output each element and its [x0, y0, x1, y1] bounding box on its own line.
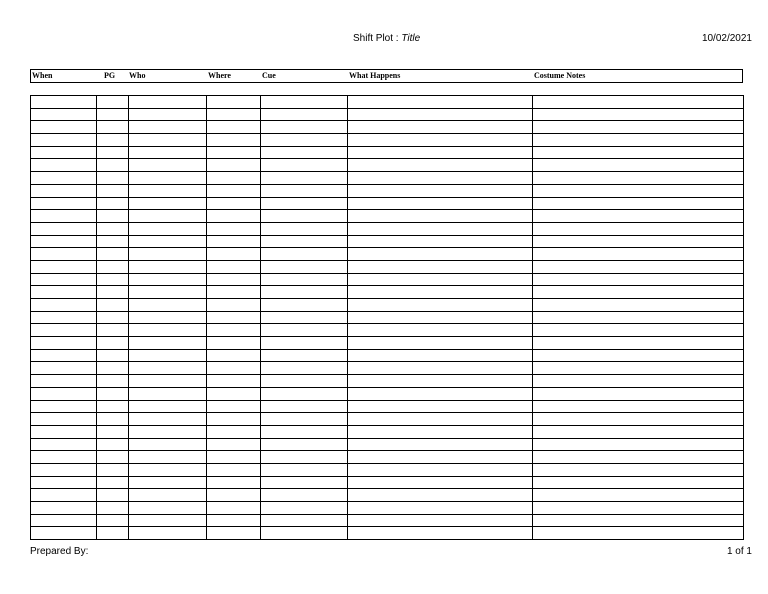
table-cell[interactable] — [31, 235, 97, 248]
table-cell[interactable] — [261, 425, 348, 438]
table-cell[interactable] — [129, 387, 207, 400]
table-cell[interactable] — [348, 425, 533, 438]
table-row — [31, 502, 744, 515]
table-row — [31, 210, 744, 223]
table-cell[interactable] — [129, 273, 207, 286]
table-row — [31, 286, 744, 299]
table-cell[interactable] — [261, 146, 348, 159]
table-cell[interactable] — [207, 451, 261, 464]
table-cell[interactable] — [207, 502, 261, 515]
table-row — [31, 337, 744, 350]
table-cell[interactable] — [261, 451, 348, 464]
table-cell[interactable] — [207, 96, 261, 109]
table-row — [31, 260, 744, 273]
table-cell[interactable] — [31, 413, 97, 426]
table-row — [31, 375, 744, 388]
table-cell[interactable] — [533, 108, 744, 121]
table-cell[interactable] — [261, 311, 348, 324]
table-cell[interactable] — [261, 172, 348, 185]
table-cell[interactable] — [261, 527, 348, 540]
table-cell[interactable] — [533, 387, 744, 400]
table-cell[interactable] — [261, 235, 348, 248]
table-cell[interactable] — [261, 210, 348, 223]
table-cell[interactable] — [129, 476, 207, 489]
title-prefix: Shift Plot : — [353, 33, 399, 44]
table-cell[interactable] — [261, 387, 348, 400]
table-cell[interactable] — [261, 413, 348, 426]
table-cell[interactable] — [129, 451, 207, 464]
table-cell[interactable] — [31, 387, 97, 400]
table-cell[interactable] — [97, 502, 129, 515]
table-cell[interactable] — [533, 96, 744, 109]
table-cell[interactable] — [129, 222, 207, 235]
table-row — [31, 222, 744, 235]
table-cell[interactable] — [348, 514, 533, 527]
table-cell[interactable] — [31, 489, 97, 502]
table-cell[interactable] — [97, 235, 129, 248]
table-cell[interactable] — [207, 108, 261, 121]
table-row — [31, 324, 744, 337]
table-cell[interactable] — [129, 172, 207, 185]
table-cell[interactable] — [129, 514, 207, 527]
table-cell[interactable] — [129, 463, 207, 476]
table-row — [31, 514, 744, 527]
table-cell[interactable] — [348, 527, 533, 540]
table-cell[interactable] — [129, 299, 207, 312]
table-cell[interactable] — [31, 96, 97, 109]
table-cell[interactable] — [31, 425, 97, 438]
table-cell[interactable] — [97, 146, 129, 159]
table-cell[interactable] — [261, 337, 348, 350]
table-cell[interactable] — [207, 248, 261, 261]
table-cell[interactable] — [533, 222, 744, 235]
table-cell[interactable] — [533, 463, 744, 476]
table-row — [31, 362, 744, 375]
table-cell[interactable] — [129, 108, 207, 121]
table-cell[interactable] — [533, 527, 744, 540]
table-cell[interactable] — [348, 273, 533, 286]
table-cell[interactable] — [533, 197, 744, 210]
table-cell[interactable] — [533, 400, 744, 413]
table-cell[interactable] — [31, 362, 97, 375]
table-row — [31, 235, 744, 248]
table-cell[interactable] — [348, 286, 533, 299]
table-cell[interactable] — [261, 222, 348, 235]
table-cell[interactable] — [31, 134, 97, 147]
table-cell[interactable] — [348, 438, 533, 451]
table-cell[interactable] — [129, 286, 207, 299]
table-cell[interactable] — [533, 438, 744, 451]
table-cell[interactable] — [31, 324, 97, 337]
table-cell[interactable] — [207, 489, 261, 502]
table-cell[interactable] — [533, 489, 744, 502]
table-cell[interactable] — [533, 514, 744, 527]
table-cell[interactable] — [348, 451, 533, 464]
table-cell[interactable] — [129, 248, 207, 261]
table-row — [31, 489, 744, 502]
table-cell[interactable] — [261, 260, 348, 273]
table-cell[interactable] — [31, 375, 97, 388]
table-cell[interactable] — [97, 96, 129, 109]
table-cell[interactable] — [97, 121, 129, 134]
table-cell[interactable] — [31, 184, 97, 197]
table-cell[interactable] — [207, 349, 261, 362]
table-cell[interactable] — [97, 527, 129, 540]
table-cell[interactable] — [261, 476, 348, 489]
table-row — [31, 184, 744, 197]
table-cell[interactable] — [261, 197, 348, 210]
table-row — [31, 438, 744, 451]
table-cell[interactable] — [129, 362, 207, 375]
table-cell[interactable] — [348, 502, 533, 515]
table-row — [31, 400, 744, 413]
table-cell[interactable] — [31, 349, 97, 362]
table-cell[interactable] — [348, 413, 533, 426]
table-cell[interactable] — [207, 159, 261, 172]
table-cell[interactable] — [261, 502, 348, 515]
table-cell[interactable] — [207, 197, 261, 210]
table-cell[interactable] — [129, 349, 207, 362]
table-cell[interactable] — [261, 489, 348, 502]
table-row — [31, 273, 744, 286]
table-cell[interactable] — [129, 197, 207, 210]
table-cell[interactable] — [533, 134, 744, 147]
table-cell[interactable] — [97, 400, 129, 413]
table-row — [31, 349, 744, 362]
table-cell[interactable] — [97, 273, 129, 286]
table-cell[interactable] — [207, 146, 261, 159]
table-cell[interactable] — [31, 248, 97, 261]
table-cell[interactable] — [129, 146, 207, 159]
table-cell[interactable] — [129, 121, 207, 134]
table-cell[interactable] — [97, 337, 129, 350]
table-cell[interactable] — [129, 413, 207, 426]
table-cell[interactable] — [207, 222, 261, 235]
table-cell[interactable] — [261, 134, 348, 147]
table-cell[interactable] — [129, 527, 207, 540]
table-cell[interactable] — [207, 337, 261, 350]
table-cell[interactable] — [97, 260, 129, 273]
table-cell[interactable] — [31, 121, 97, 134]
table-cell[interactable] — [31, 438, 97, 451]
table-cell[interactable] — [348, 387, 533, 400]
table-cell[interactable] — [129, 502, 207, 515]
table-row — [31, 425, 744, 438]
table-cell[interactable] — [533, 146, 744, 159]
table-cell[interactable] — [348, 134, 533, 147]
table-cell[interactable] — [348, 184, 533, 197]
table-row — [31, 387, 744, 400]
table-cell[interactable] — [348, 337, 533, 350]
table-cell[interactable] — [97, 514, 129, 527]
table-cell[interactable] — [207, 400, 261, 413]
table-cell[interactable] — [31, 210, 97, 223]
table-cell[interactable] — [533, 121, 744, 134]
table-cell[interactable] — [348, 248, 533, 261]
table-cell[interactable] — [97, 210, 129, 223]
table-cell[interactable] — [207, 121, 261, 134]
table-cell[interactable] — [129, 210, 207, 223]
table-cell[interactable] — [31, 273, 97, 286]
table-cell[interactable] — [533, 210, 744, 223]
table-cell[interactable] — [207, 527, 261, 540]
table-cell[interactable] — [97, 463, 129, 476]
table-cell[interactable] — [533, 349, 744, 362]
table-cell[interactable] — [97, 349, 129, 362]
table-cell[interactable] — [261, 248, 348, 261]
table-cell[interactable] — [348, 400, 533, 413]
column-header-pg: PG — [104, 71, 116, 80]
table-cell[interactable] — [533, 248, 744, 261]
table-cell[interactable] — [31, 311, 97, 324]
column-header-what-happens: What Happens — [349, 71, 401, 80]
table-cell[interactable] — [261, 324, 348, 337]
table-cell[interactable] — [129, 260, 207, 273]
table-cell[interactable] — [97, 184, 129, 197]
table-cell[interactable] — [207, 273, 261, 286]
table-cell[interactable] — [97, 134, 129, 147]
table-cell[interactable] — [129, 134, 207, 147]
table-row — [31, 413, 744, 426]
title-value: Title — [401, 33, 421, 44]
table-cell[interactable] — [207, 362, 261, 375]
table-cell[interactable] — [207, 134, 261, 147]
table-cell[interactable] — [207, 387, 261, 400]
table-row — [31, 121, 744, 134]
document-date: 10/02/2021 — [701, 33, 752, 44]
table-cell[interactable] — [31, 172, 97, 185]
table-cell[interactable] — [97, 362, 129, 375]
table-cell[interactable] — [207, 324, 261, 337]
table-cell[interactable] — [533, 451, 744, 464]
table-cell[interactable] — [97, 476, 129, 489]
table-cell[interactable] — [207, 375, 261, 388]
table-cell[interactable] — [533, 273, 744, 286]
table-cell[interactable] — [261, 463, 348, 476]
table-cell[interactable] — [129, 438, 207, 451]
table-row — [31, 172, 744, 185]
table-cell[interactable] — [261, 159, 348, 172]
table-row — [31, 146, 744, 159]
column-header-where: Where — [208, 71, 231, 80]
table-cell[interactable] — [129, 337, 207, 350]
table-cell[interactable] — [533, 425, 744, 438]
table-cell[interactable] — [97, 222, 129, 235]
table-cell[interactable] — [533, 476, 744, 489]
table-cell[interactable] — [533, 413, 744, 426]
table-cell[interactable] — [348, 108, 533, 121]
table-cell[interactable] — [97, 299, 129, 312]
table-cell[interactable] — [261, 362, 348, 375]
table-cell[interactable] — [97, 159, 129, 172]
table-cell[interactable] — [533, 159, 744, 172]
column-header-costume-notes: Costume Notes — [534, 71, 586, 80]
table-cell[interactable] — [533, 362, 744, 375]
table-cell[interactable] — [261, 299, 348, 312]
table-cell[interactable] — [97, 438, 129, 451]
table-cell[interactable] — [348, 121, 533, 134]
table-cell[interactable] — [261, 286, 348, 299]
table-cell[interactable] — [207, 425, 261, 438]
table-cell[interactable] — [31, 222, 97, 235]
table-cell[interactable] — [261, 108, 348, 121]
table-cell[interactable] — [129, 324, 207, 337]
table-cell[interactable] — [31, 197, 97, 210]
table-cell[interactable] — [348, 159, 533, 172]
grid-body — [31, 96, 744, 540]
table-cell[interactable] — [261, 273, 348, 286]
table-cell[interactable] — [31, 260, 97, 273]
table-cell[interactable] — [261, 121, 348, 134]
table-cell[interactable] — [31, 463, 97, 476]
table-cell[interactable] — [533, 502, 744, 515]
table-cell[interactable] — [348, 222, 533, 235]
table-cell[interactable] — [348, 172, 533, 185]
table-cell[interactable] — [31, 514, 97, 527]
table-row — [31, 311, 744, 324]
table-cell[interactable] — [31, 286, 97, 299]
table-cell[interactable] — [348, 375, 533, 388]
table-cell[interactable] — [31, 502, 97, 515]
table-cell[interactable] — [207, 463, 261, 476]
table-cell[interactable] — [31, 527, 97, 540]
table-cell[interactable] — [533, 337, 744, 350]
table-cell[interactable] — [97, 324, 129, 337]
table-cell[interactable] — [97, 425, 129, 438]
table-cell[interactable] — [533, 324, 744, 337]
table-cell[interactable] — [533, 311, 744, 324]
table-cell[interactable] — [207, 476, 261, 489]
table-cell[interactable] — [129, 400, 207, 413]
table-cell[interactable] — [31, 337, 97, 350]
table-cell[interactable] — [129, 184, 207, 197]
table-row — [31, 476, 744, 489]
table-cell[interactable] — [207, 235, 261, 248]
table-cell[interactable] — [207, 260, 261, 273]
table-cell[interactable] — [129, 425, 207, 438]
table-cell[interactable] — [97, 108, 129, 121]
table-cell[interactable] — [261, 438, 348, 451]
table-row — [31, 451, 744, 464]
table-cell[interactable] — [97, 489, 129, 502]
column-header-when: When — [32, 71, 53, 80]
table-row — [31, 299, 744, 312]
table-cell[interactable] — [31, 108, 97, 121]
table-cell[interactable] — [533, 299, 744, 312]
table-cell[interactable] — [261, 184, 348, 197]
table-cell[interactable] — [348, 210, 533, 223]
table-cell[interactable] — [348, 476, 533, 489]
table-cell[interactable] — [207, 286, 261, 299]
table-cell[interactable] — [348, 235, 533, 248]
table-cell[interactable] — [31, 299, 97, 312]
table-cell[interactable] — [533, 172, 744, 185]
table-cell[interactable] — [31, 146, 97, 159]
table-row — [31, 463, 744, 476]
table-row — [31, 134, 744, 147]
table-cell[interactable] — [207, 172, 261, 185]
table-cell[interactable] — [261, 96, 348, 109]
prepared-by-label: Prepared By: — [30, 546, 89, 557]
table-cell[interactable] — [207, 299, 261, 312]
table-cell[interactable] — [31, 451, 97, 464]
table-cell[interactable] — [31, 400, 97, 413]
table-cell[interactable] — [533, 260, 744, 273]
table-cell[interactable] — [348, 489, 533, 502]
table-cell[interactable] — [207, 210, 261, 223]
table-cell[interactable] — [129, 311, 207, 324]
table-cell[interactable] — [533, 286, 744, 299]
table-cell[interactable] — [129, 159, 207, 172]
table-cell[interactable] — [97, 413, 129, 426]
column-header-row — [30, 69, 743, 83]
table-cell[interactable] — [31, 159, 97, 172]
table-cell[interactable] — [97, 286, 129, 299]
table-cell[interactable] — [97, 248, 129, 261]
table-cell[interactable] — [129, 235, 207, 248]
table-cell[interactable] — [207, 438, 261, 451]
table-cell[interactable] — [261, 349, 348, 362]
table-cell[interactable] — [207, 413, 261, 426]
table-cell[interactable] — [97, 387, 129, 400]
table-cell[interactable] — [129, 375, 207, 388]
table-row — [31, 159, 744, 172]
table-cell[interactable] — [348, 146, 533, 159]
table-cell[interactable] — [261, 400, 348, 413]
table-cell[interactable] — [348, 311, 533, 324]
table-cell[interactable] — [348, 362, 533, 375]
table-cell[interactable] — [97, 311, 129, 324]
table-cell[interactable] — [348, 197, 533, 210]
table-cell[interactable] — [207, 184, 261, 197]
table-cell[interactable] — [348, 324, 533, 337]
table-cell[interactable] — [348, 463, 533, 476]
table-row — [31, 197, 744, 210]
shift-plot-grid — [30, 95, 744, 540]
table-cell[interactable] — [97, 451, 129, 464]
table-cell[interactable] — [97, 172, 129, 185]
table-cell[interactable] — [348, 299, 533, 312]
table-cell[interactable] — [348, 96, 533, 109]
table-cell[interactable] — [533, 184, 744, 197]
table-cell[interactable] — [533, 375, 744, 388]
table-cell[interactable] — [129, 96, 207, 109]
table-cell[interactable] — [97, 375, 129, 388]
table-cell[interactable] — [261, 375, 348, 388]
table-cell[interactable] — [348, 260, 533, 273]
table-row — [31, 96, 744, 109]
table-cell[interactable] — [207, 514, 261, 527]
table-cell[interactable] — [207, 311, 261, 324]
column-header-who: Who — [129, 71, 146, 80]
page-indicator: 1 of 1 — [726, 546, 752, 557]
table-row — [31, 527, 744, 540]
table-cell[interactable] — [261, 514, 348, 527]
table-cell[interactable] — [533, 235, 744, 248]
table-cell[interactable] — [348, 349, 533, 362]
table-cell[interactable] — [129, 489, 207, 502]
table-row — [31, 108, 744, 121]
table-cell[interactable] — [97, 197, 129, 210]
table-row — [31, 248, 744, 261]
column-header-cue: Cue — [262, 71, 276, 80]
document-title — [353, 33, 420, 44]
table-cell[interactable] — [31, 476, 97, 489]
